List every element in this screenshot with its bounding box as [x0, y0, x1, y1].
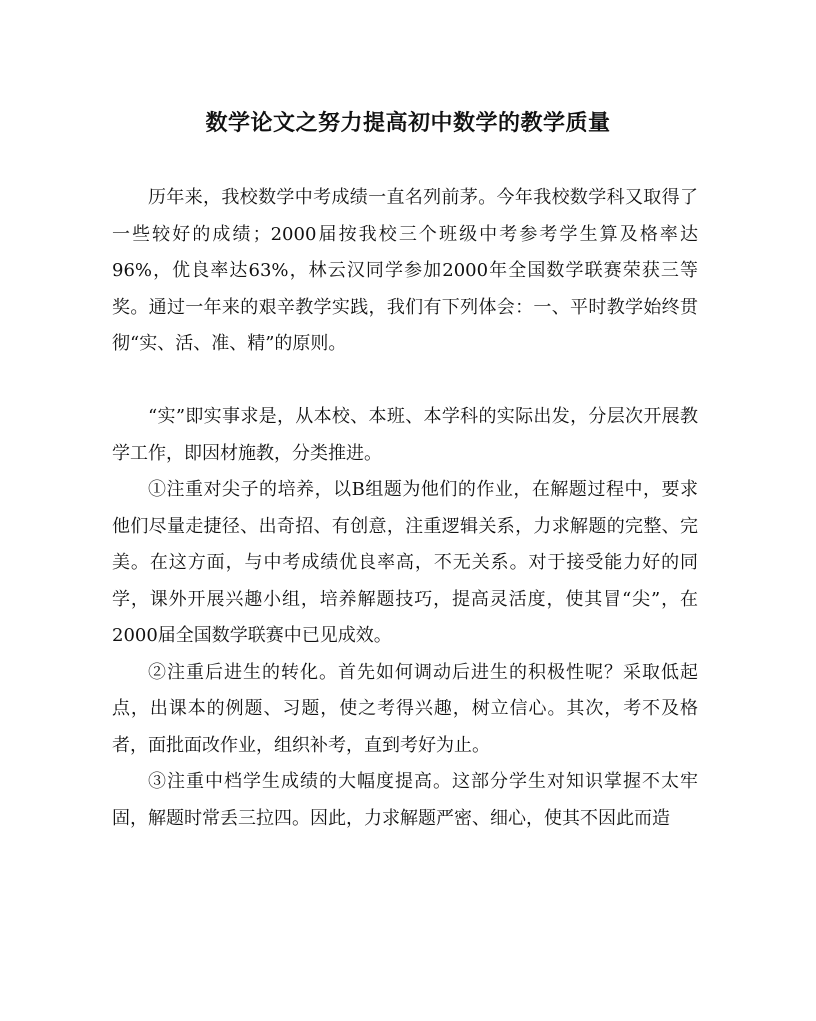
- paragraph-point-1: ①注重对尖子的培养，以B组题为他们的作业，在解题过程中，要求他们尽量走捷径、出奇招、有创意，注重逻辑关系，力求解题的完整、完美。在这方面，与中考成绩优良率高，不无关系。对于接受能力好的同学，课外开展兴趣小组，培养解题技巧，提高灵活度，使其冒“尖”，在2000届全国数学联赛中已见成效。: [112, 479, 698, 646]
- paragraph-point-3: ③注重中档学生成绩的大幅度提高。这部分学生对知识掌握不太牢固，解题时常丢三拉四。因此，力求解题严密、细心，使其不因此而造: [112, 771, 698, 829]
- document-title: 数学论文之努力提高初中数学的教学质量: [205, 110, 611, 136]
- paragraph-spacer: [112, 363, 698, 400]
- paragraph-shi: “实”即实事求是，从本校、本班、本学科的实际出发，分层次开展教学工作，即因材施教，分类推进。: [112, 406, 698, 464]
- paragraph-point-2: ②注重后进生的转化。首先如何调动后进生的积极性呢？采取低起点，出课本的例题、习题，使之考得兴趣，树立信心。其次，考不及格者，面批面改作业，组织补考，直到考好为止。: [112, 661, 698, 756]
- paragraph-intro: 历年来，我校数学中考成绩一直名列前茅。今年我校数学科又取得了一些较好的成绩；2000届按我校三个班级中考参考学生算及格率达96%，优良率达63%，林云汉同学参加2000年全国数学联赛荣获三等奖。通过一年来的艰辛教学实践，我们有下列体会：一、平时教学始终贯彻“实、活、准、精”的原则。: [112, 187, 698, 354]
- document-body: [112, 180, 698, 837]
